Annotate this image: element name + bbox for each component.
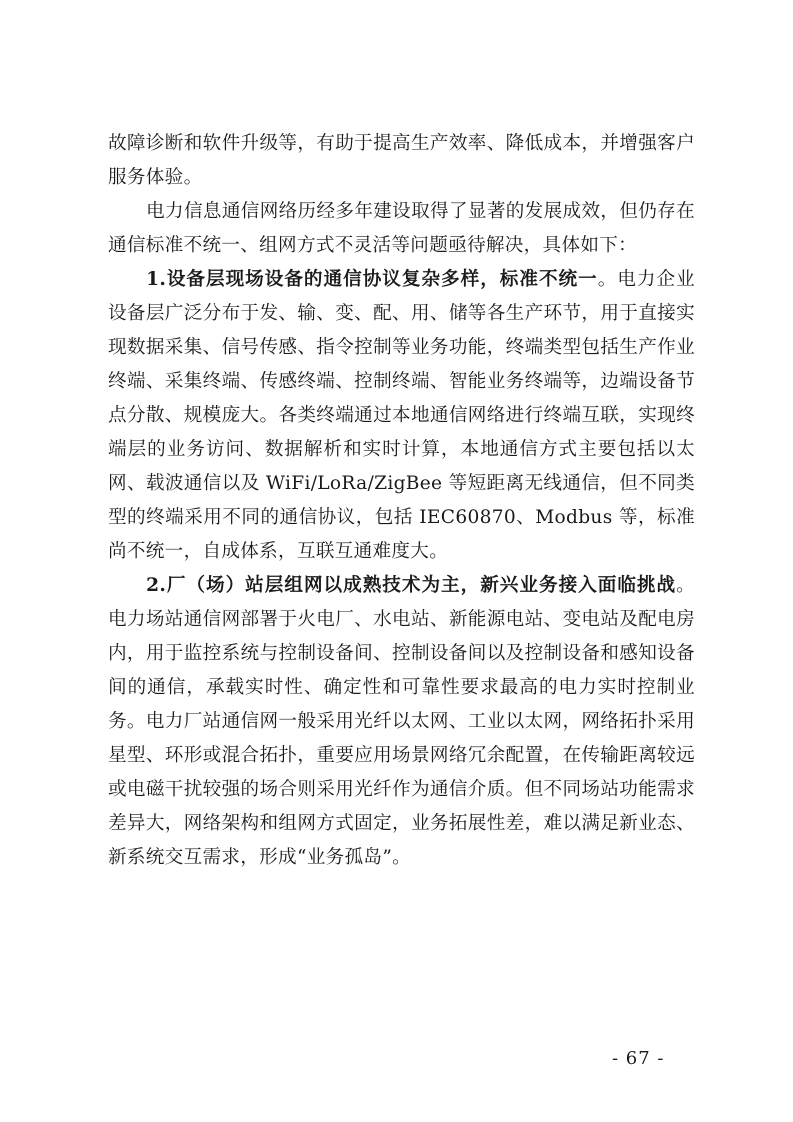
paragraph-continuation: 故障诊断和软件升级等，有助于提高生产效率、降低成本，并增强客户服务体验。	[108, 133, 695, 188]
section-2-heading: 2.厂（场）站层组网以成熟技术为主，新兴业务接入面临挑战	[146, 575, 677, 596]
page-number: - 67 -	[612, 1048, 665, 1069]
section-1-heading: 1.设备层现场设备的通信协议复杂多样，标准不统一	[146, 269, 598, 290]
paragraph-intro: 电力信息通信网络历经多年建设取得了显著的发展成效，但仍存在通信标准不统一、组网方式不灵活等问题亟待解决，具体如下：	[108, 201, 695, 256]
section-2-body: 。电力场站通信网部署于火电厂、水电站、新能源电站、变电站及配电房内，用于监控系统与控制设备间、控制设备间以及控制设备和感知设备间的通信，承载实时性、确定性和可靠性要求最高的电力实时控制业务。电力厂站通信网一般采用光纤以太网、工业以太网，网络拓扑采用星型、环形或混合拓扑，重要应用场景网络冗余配置，在传输距离较远或电磁干扰较强的场合则采用光纤作为通信介质。但不同场站功能需求差异大，网络架构和组网方式固定，业务拓展性差，难以满足新业态、新系统交互需求，形成“业务孤岛”。	[108, 575, 695, 868]
document-body	[108, 127, 695, 875]
section-1-body: 。电力企业设备层广泛分布于发、输、变、配、用、储等各生产环节，用于直接实现数据采集、信号传感、指令控制等业务功能，终端类型包括生产作业终端、采集终端、传感终端、控制终端、智能业务终端等，边端设备节点分散、规模庞大。各类终端通过本地通信网络进行终端互联，实现终端层的业务访问、数据解析和实时计算，本地通信方式主要包括以太网、载波通信以及 WiFi/LoRa/ZigBee 等短距离无线通信，但不同类型的终端采用不同的通信协议，包括 IEC60870、Modbus 等，标准尚不统一，自成体系，互联互通难度大。	[108, 269, 695, 562]
paragraph-section-2	[108, 569, 695, 875]
paragraph-section-1	[108, 263, 695, 569]
